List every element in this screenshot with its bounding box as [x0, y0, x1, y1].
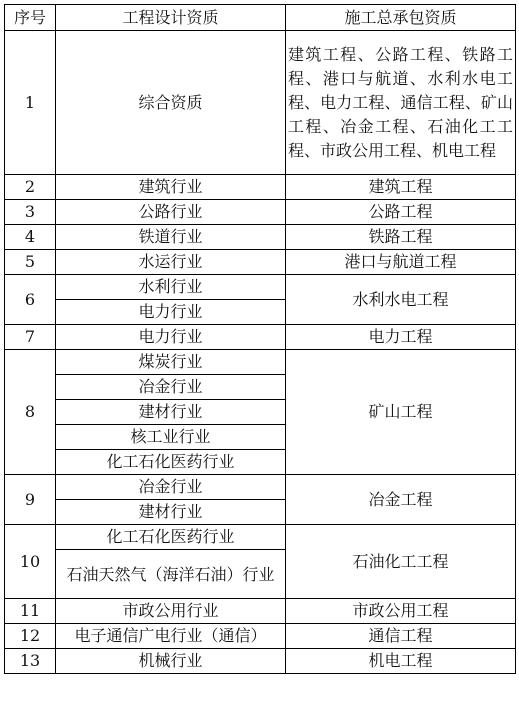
design-cell: 煤炭行业	[56, 350, 286, 375]
design-cell: 冶金行业	[56, 375, 286, 400]
design-cell: 水利行业	[56, 275, 286, 300]
contract-cell: 港口与航道工程	[286, 250, 516, 275]
design-cell: 机械行业	[56, 649, 286, 674]
design-cell: 电子通信广电行业（通信）	[56, 624, 286, 649]
contract-cell: 冶金工程	[286, 475, 516, 525]
design-cell: 公路行业	[56, 200, 286, 225]
table-row	[5, 275, 516, 300]
row-index: 10	[5, 525, 56, 599]
table-row	[5, 325, 516, 350]
table-row	[5, 31, 516, 175]
row-index: 4	[5, 225, 56, 250]
design-cell: 化工石化医药行业	[56, 525, 286, 550]
row-index: 12	[5, 624, 56, 649]
design-cell: 电力行业	[56, 325, 286, 350]
row-index: 5	[5, 250, 56, 275]
table-row	[5, 475, 516, 500]
row-index: 13	[5, 649, 56, 674]
contract-cell: 建筑工程	[286, 175, 516, 200]
contract-cell: 水利水电工程	[286, 275, 516, 325]
design-cell: 石油天然气（海洋石油）行业	[56, 550, 286, 599]
design-cell: 电力行业	[56, 300, 286, 325]
contract-cell: 机电工程	[286, 649, 516, 674]
design-cell: 建材行业	[56, 500, 286, 525]
header-index: 序号	[5, 5, 56, 31]
header-contract: 施工总承包资质	[286, 5, 516, 31]
row-index: 2	[5, 175, 56, 200]
table-row	[5, 200, 516, 225]
contract-cell: 建筑工程、公路工程、铁路工程、港口与航道、水利水电工程、电力工程、通信工程、矿山工程、冶金工程、石油化工工程、市政公用工程、机电工程	[286, 31, 516, 175]
contract-cell: 石油化工工程	[286, 525, 516, 599]
contract-cell: 市政公用工程	[286, 599, 516, 624]
table-row	[5, 250, 516, 275]
row-index: 1	[5, 31, 56, 175]
design-cell: 铁道行业	[56, 225, 286, 250]
design-cell: 冶金行业	[56, 475, 286, 500]
design-cell: 核工业行业	[56, 425, 286, 450]
table-row	[5, 624, 516, 649]
qualification-table	[4, 4, 516, 674]
design-cell: 建筑行业	[56, 175, 286, 200]
design-cell: 化工石化医药行业	[56, 450, 286, 475]
table-row	[5, 175, 516, 200]
header-design: 工程设计资质	[56, 5, 286, 31]
design-cell: 市政公用行业	[56, 599, 286, 624]
design-cell: 综合资质	[56, 31, 286, 175]
contract-cell: 通信工程	[286, 624, 516, 649]
contract-cell: 电力工程	[286, 325, 516, 350]
row-index: 7	[5, 325, 56, 350]
design-cell: 建材行业	[56, 400, 286, 425]
contract-cell: 铁路工程	[286, 225, 516, 250]
contract-cell: 矿山工程	[286, 350, 516, 475]
contract-cell: 公路工程	[286, 200, 516, 225]
row-index: 8	[5, 350, 56, 475]
header-row	[5, 5, 516, 31]
table-row	[5, 225, 516, 250]
table-row	[5, 599, 516, 624]
table-row	[5, 525, 516, 550]
row-index: 6	[5, 275, 56, 325]
table-row	[5, 350, 516, 375]
row-index: 11	[5, 599, 56, 624]
design-cell: 水运行业	[56, 250, 286, 275]
row-index: 3	[5, 200, 56, 225]
row-index: 9	[5, 475, 56, 525]
table-row	[5, 649, 516, 674]
